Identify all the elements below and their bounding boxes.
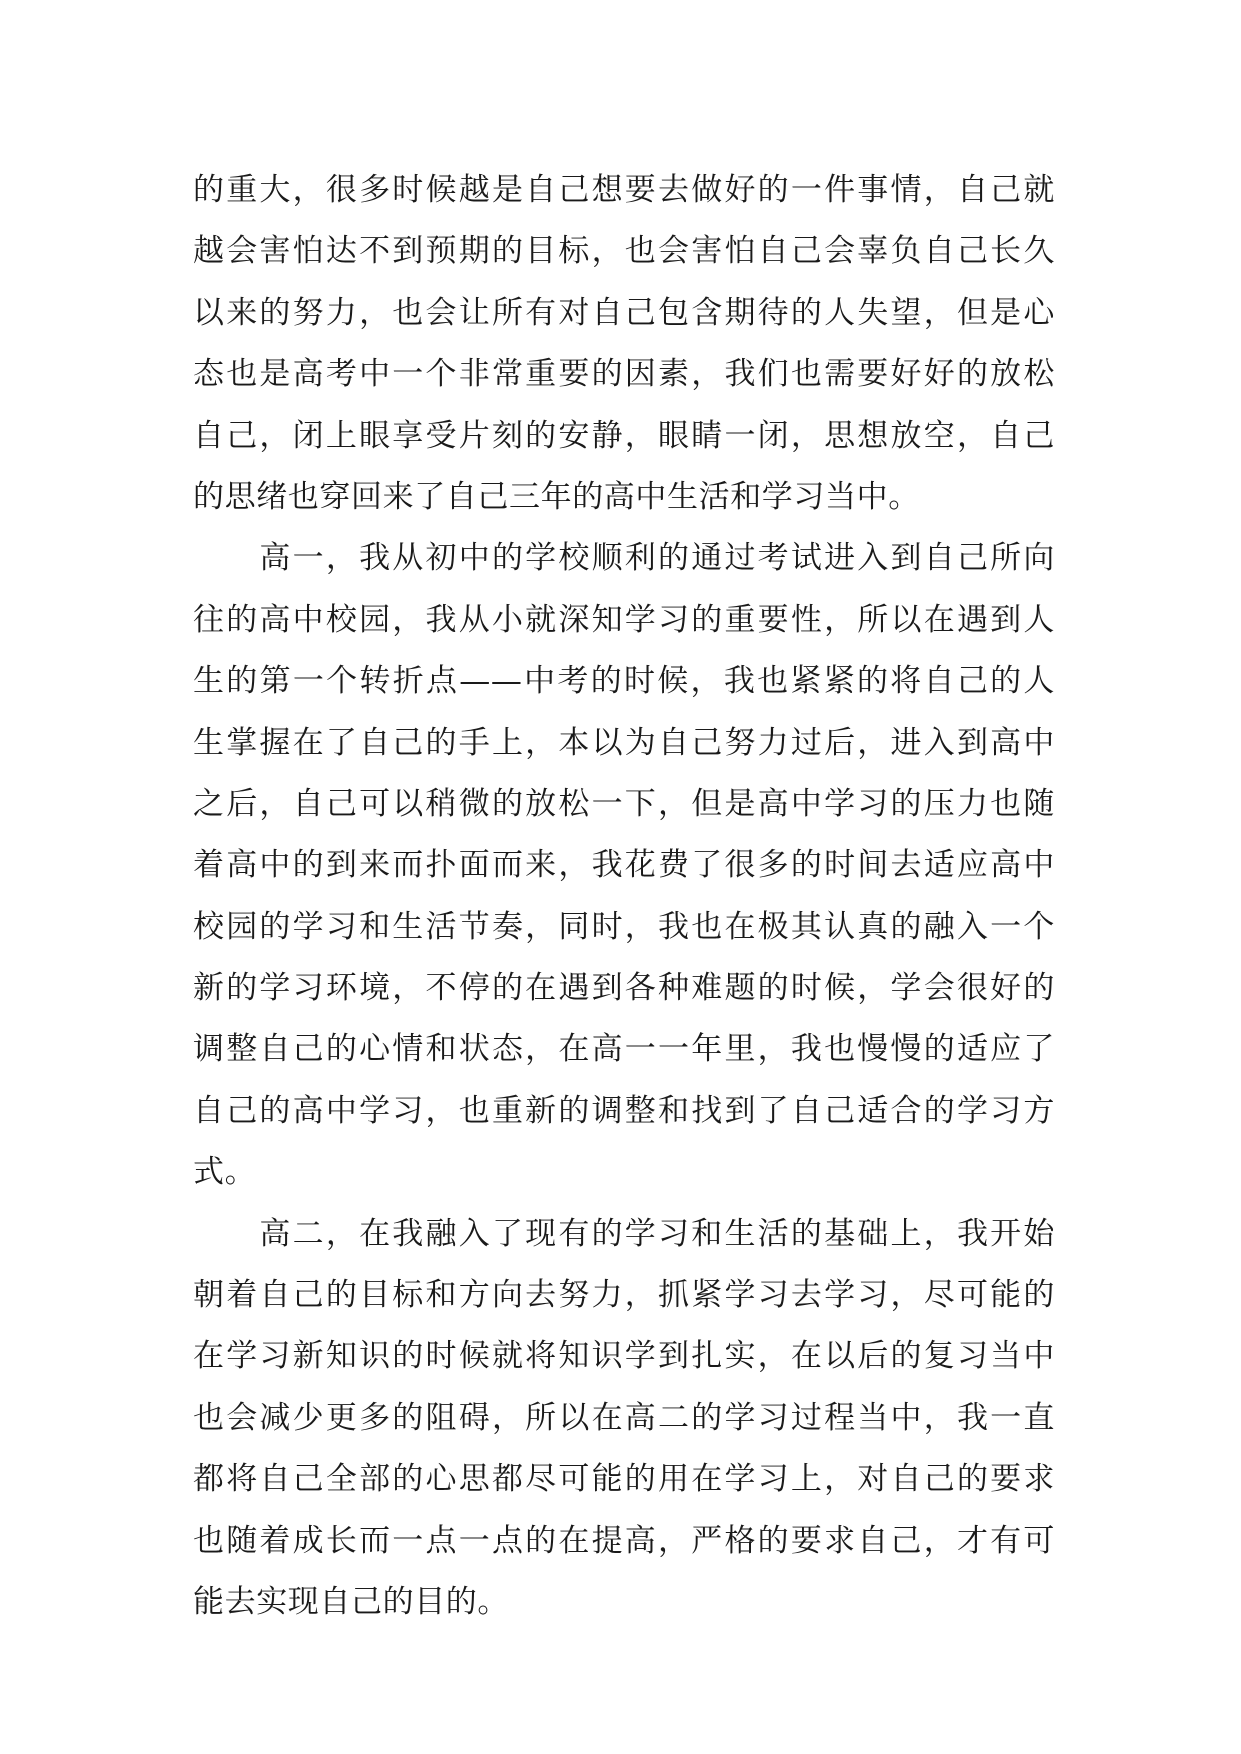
text-line: 高一，我从初中的学校顺利的通过考试进入到自己所向 [193, 540, 1055, 577]
paragraph-2 [193, 528, 1055, 1203]
text-line: 式。 [193, 1154, 257, 1191]
text-line: 往的高中校园，我从小就深知学习的重要性，所以在遇到人 [193, 601, 1055, 638]
text-line: 调整自己的心情和状态，在高一一年里，我也慢慢的适应了 [193, 1031, 1055, 1068]
text-line: 的思绪也穿回来了自己三年的高中生活和学习当中。 [193, 478, 920, 515]
text-line: 以来的努力，也会让所有对自己包含期待的人失望，但是心 [193, 294, 1055, 331]
text-line: 高二，在我融入了现有的学习和生活的基础上，我开始 [193, 1215, 1055, 1252]
text-line: 朝着自己的目标和方向去努力，抓紧学习去学习，尽可能的 [193, 1277, 1055, 1314]
text-line: 新的学习环境，不停的在遇到各种难题的时候，学会很好的 [193, 970, 1055, 1007]
text-line: 生的第一个转折点——中考的时候，我也紧紧的将自己的人 [193, 663, 1055, 700]
text-line: 能去实现自己的目的。 [193, 1583, 509, 1620]
text-line: 态也是高考中一个非常重要的因素，我们也需要好好的放松 [193, 356, 1055, 393]
text-line: 在学习新知识的时候就将知识学到扎实，在以后的复习当中 [193, 1338, 1055, 1375]
text-line: 生掌握在了自己的手上，本以为自己努力过后，进入到高中 [193, 724, 1055, 761]
text-line: 之后，自己可以稍微的放松一下，但是高中学习的压力也随 [193, 785, 1055, 822]
text-line: 也随着成长而一点一点的在提高，严格的要求自己，才有可 [193, 1522, 1055, 1559]
paragraph-1 [193, 160, 1055, 528]
text-line: 越会害怕达不到预期的目标，也会害怕自己会辜负自己长久 [193, 233, 1055, 270]
text-line: 自己，闭上眼享受片刻的安静，眼睛一闭，思想放空，自己 [193, 417, 1055, 454]
text-line: 自己的高中学习，也重新的调整和找到了自己适合的学习方 [193, 1092, 1055, 1129]
text-line: 都将自己全部的心思都尽可能的用在学习上，对自己的要求 [193, 1461, 1055, 1498]
text-line: 的重大，很多时候越是自己想要去做好的一件事情，自己就 [193, 172, 1055, 208]
text-line: 着高中的到来而扑面而来，我花费了很多的时间去适应高中 [193, 847, 1055, 884]
paragraph-3 [193, 1204, 1055, 1634]
document-body [193, 160, 1055, 1633]
text-line: 也会减少更多的阻碍，所以在高二的学习过程当中，我一直 [193, 1399, 1055, 1436]
text-line: 校园的学习和生活节奏，同时，我也在极其认真的融入一个 [193, 908, 1055, 945]
